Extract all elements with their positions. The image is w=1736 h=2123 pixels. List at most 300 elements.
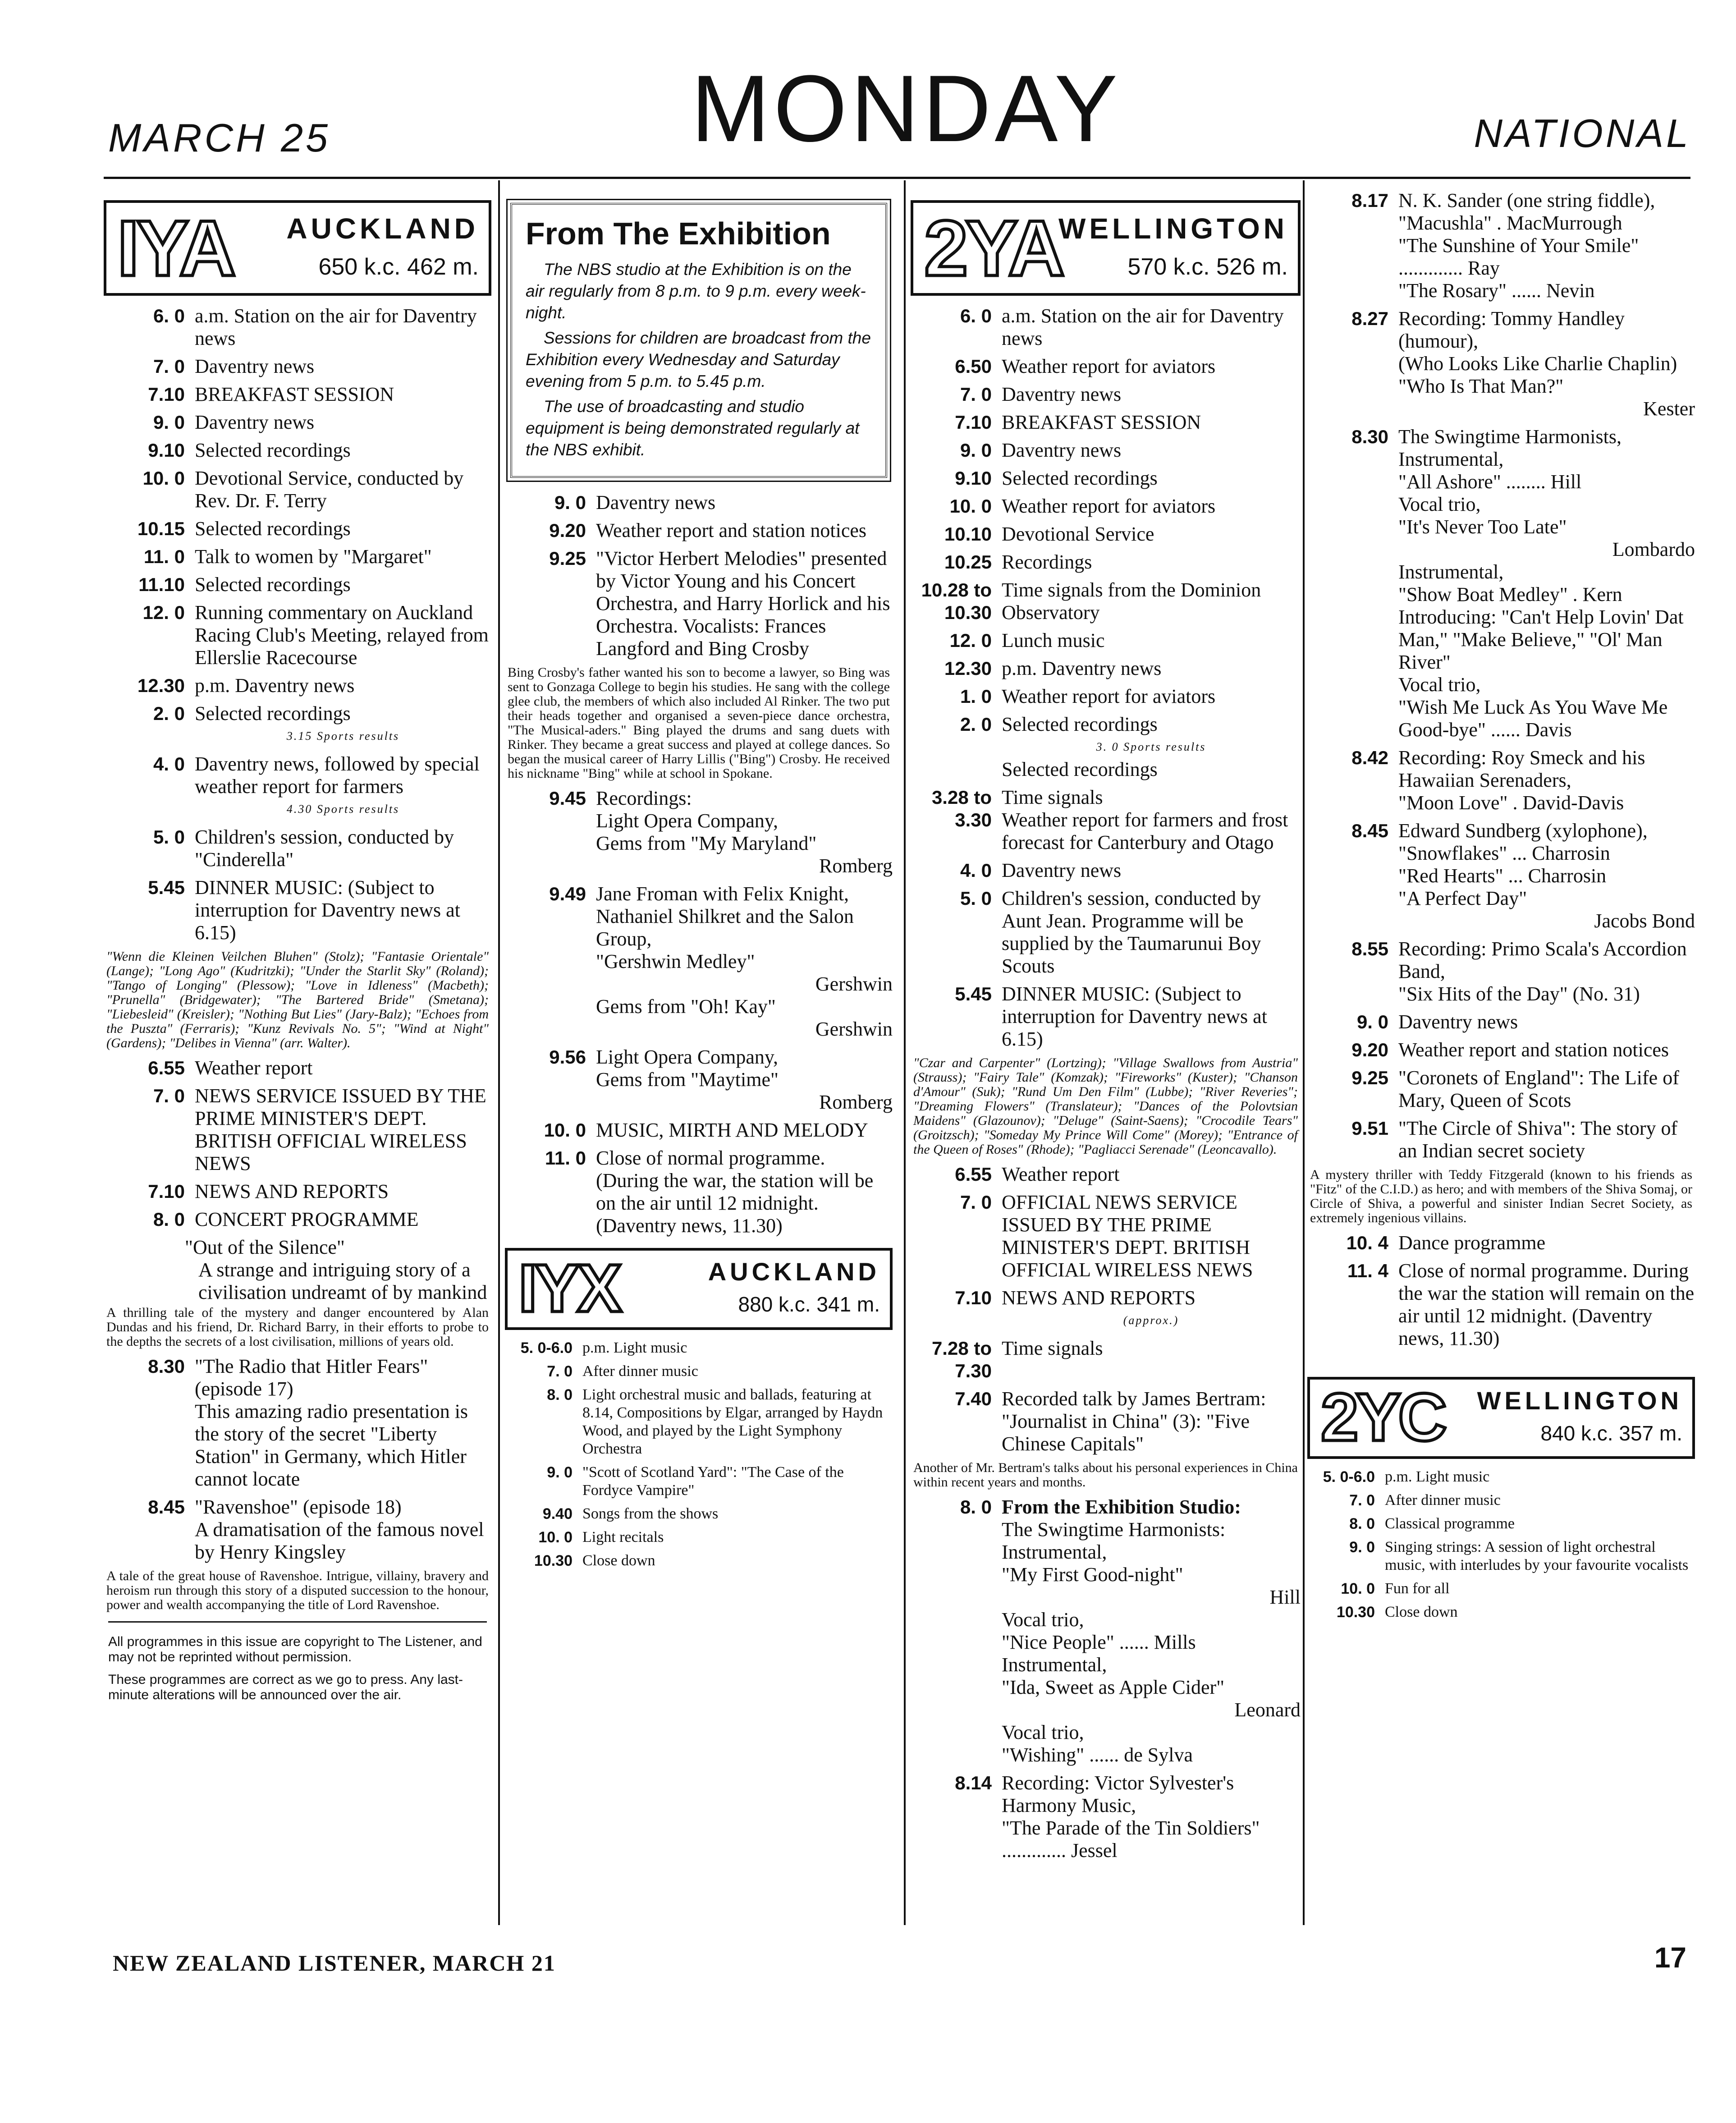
programme-row	[505, 1386, 893, 1458]
programme-line: Vocal trio,	[1398, 493, 1481, 515]
programme-row	[104, 1085, 491, 1175]
programme-detail	[1002, 551, 1301, 573]
programme-detail	[1398, 1232, 1695, 1254]
programme-time: 7. 0	[1349, 1492, 1375, 1509]
programme-time: 9. 0	[960, 440, 992, 461]
station-call: IYX	[518, 1250, 619, 1326]
concert-detail	[185, 1236, 491, 1304]
column-2ya	[911, 189, 1301, 1921]
programme-detail	[596, 1046, 893, 1114]
station-box-iyx	[505, 1248, 893, 1330]
programme-detail	[1398, 938, 1695, 1005]
programme-time: 9.40	[542, 1505, 573, 1522]
programme-time: 10.28 to 10.30	[921, 579, 992, 623]
programme-row	[104, 573, 491, 596]
programme-row	[911, 629, 1301, 652]
programme-time: 9.20	[549, 520, 586, 541]
programme-row	[1307, 426, 1695, 741]
programme-text: Recording: Primo Scala's Accordion Band,	[1398, 938, 1687, 982]
programme-desc: This amazing radio presentation is the story of the secret "Liberty Station" in Germany, which Hitler cannot locate	[195, 1400, 468, 1490]
programme-row	[911, 551, 1301, 573]
programme-row	[911, 713, 1301, 781]
programme-time: 8.27	[1351, 308, 1388, 329]
programme-time: 5. 0-6.0	[1323, 1468, 1375, 1486]
programme-detail	[195, 467, 491, 512]
programme-text: DINNER MUSIC: (Subject to interruption for Daventry news at 6.15)	[1002, 983, 1267, 1050]
programme-row	[1307, 747, 1695, 814]
programme-time: 10.10	[944, 523, 992, 545]
exhibition-para: The NBS studio at the Exhibition is on the air regularly from 8 p.m. to 9 p.m. every week-night.	[526, 260, 866, 322]
programme-text: Time signals	[1002, 1337, 1103, 1359]
programme-row	[104, 826, 491, 871]
programme-row	[104, 1057, 491, 1079]
programme-line: Light Opera Company,	[596, 810, 779, 832]
programme-time: 10. 0	[949, 495, 992, 517]
programme-detail	[1385, 1603, 1695, 1621]
programme-row	[1307, 1538, 1695, 1574]
2ya-exhibition-list	[911, 1496, 1301, 1766]
programme-detail	[1002, 305, 1301, 350]
programme-text: Recordings	[1002, 551, 1092, 573]
programme-time: 7. 0	[547, 1363, 573, 1380]
programme-detail	[596, 491, 893, 514]
programme-row	[911, 495, 1301, 518]
programme-detail	[195, 411, 491, 434]
programme-detail	[582, 1552, 893, 1570]
programme-time: 6.55	[148, 1057, 185, 1078]
programme-time: 9. 0	[153, 412, 185, 433]
programme-detail	[1002, 411, 1301, 434]
programme-detail	[596, 883, 893, 1041]
programme-text: Weather report for aviators	[1002, 355, 1216, 377]
station-freq: 880 k.c. 341 m.	[738, 1293, 880, 1316]
station-call: 2YC	[1321, 1379, 1444, 1455]
programme-text: "Scott of Scotland Yard": "The Case of the Fordyce Vampire"	[582, 1464, 844, 1499]
programme-line: The Swingtime Harmonists:	[1002, 1518, 1226, 1541]
col2-later-list	[505, 787, 893, 1237]
programme-detail	[195, 546, 491, 568]
concert-desc: A strange and intriguing story of a civilisation undreamt of by mankind	[198, 1259, 487, 1303]
programme-detail	[195, 753, 491, 821]
programme-composer: Hill	[1269, 1586, 1301, 1608]
programme-text: Jane Froman with Felix Knight, Nathaniel Shilkret and the Salon Group,	[596, 883, 854, 950]
programme-row	[1307, 1260, 1695, 1350]
programme-detail	[195, 601, 491, 669]
column-divider	[498, 180, 500, 1925]
programme-time: 8. 0	[547, 1386, 573, 1403]
programme-text: Daventry news	[596, 491, 716, 514]
station-box-iya	[104, 200, 491, 296]
exhibition-para: Sessions for children are broadcast from the Exhibition every Wednesday and Saturday evening from 5 p.m. to 5.45 p.m.	[526, 329, 871, 390]
programme-detail	[1398, 820, 1695, 932]
header-rule	[104, 177, 1690, 179]
programme-row	[505, 1046, 893, 1114]
dinner-music-note: "Wenn die Kleinen Veilchen Bluhen" (Stolz); "Fantasie Orientale" (Lange); "Long Ago" (Kudritzki); "Under the Starlit Sky" (Roland); "Tango of Longing" (Plessow); "Love in Idleness" (Macbeth); "Prunella" (Bridgewater); "The Bartered Bride" (Smetana); "Liebesleid" (Kreisler); "Nothing But Lies" (Jary-Balz); "Echoes from the Puszta" (Ferraris); "Kunz Revivals No. 5"; "Wind at Night" (Gardens); "Delibes in Vienna" (arr. Walter).	[106, 949, 489, 1050]
programme-time: 11.10	[138, 574, 185, 595]
programme-time: 7.10	[955, 1287, 992, 1308]
programme-line: "Six Hits of the Day" (No. 31)	[1398, 983, 1640, 1005]
programme-row	[505, 1147, 893, 1237]
programme-row	[104, 1496, 491, 1564]
programme-time: 8.55	[1351, 938, 1388, 959]
programme-text: Selected recordings	[195, 518, 351, 540]
programme-time: 7. 0	[960, 384, 992, 405]
programme-text: Light Opera Company,	[596, 1046, 779, 1068]
programme-text: Talk to women by "Margaret"	[195, 546, 432, 568]
programme-detail	[1002, 887, 1301, 977]
programme-time: 7. 0	[153, 356, 185, 377]
programme-row	[911, 383, 1301, 406]
programme-detail	[1398, 747, 1695, 814]
programme-row	[911, 685, 1301, 708]
programme-detail	[1002, 495, 1301, 518]
exhibition-para: The use of broadcasting and studio equipment is being demonstrated regularly at the NBS exhibit.	[526, 397, 860, 459]
programme-time: 7.10	[148, 1181, 185, 1202]
programme-text: Weather report for aviators	[1002, 685, 1216, 707]
programme-row	[104, 702, 491, 747]
programme-text: Weather report for aviators	[1002, 495, 1216, 517]
programme-row	[911, 439, 1301, 462]
programme-time: 12. 0	[142, 602, 185, 623]
programme-text: Devotional Service, conducted by Rev. Dr. F. Terry	[195, 467, 464, 512]
programme-time: 2. 0	[153, 703, 185, 724]
programme-detail	[195, 826, 491, 871]
programme-row	[911, 1496, 1301, 1766]
programme-detail	[1002, 355, 1301, 378]
programme-row	[104, 383, 491, 406]
header-network: NATIONAL	[1474, 111, 1691, 156]
programme-time: 9. 0	[1356, 1011, 1388, 1032]
programme-sub: 3. 0 Sports results	[1096, 740, 1206, 753]
ravenshoe-note: A tale of the great house of Ravenshoe. Intrigue, villainy, bravery and heroism run through this story of a disputed succession to the honour, power and wealth accompanying the title of Lord Ravenshoe.	[106, 1568, 489, 1612]
programme-row	[911, 1388, 1301, 1455]
programme-time: 12.30	[944, 658, 992, 679]
programme-text: Weather report	[195, 1057, 313, 1079]
programme-text: p.m. Light music	[1385, 1468, 1490, 1485]
programme-time: 8.42	[1351, 747, 1388, 768]
column-divider	[904, 180, 906, 1925]
programme-time: 5.45	[955, 983, 992, 1004]
column-iya	[104, 189, 491, 1921]
programme-time: 9. 0	[554, 492, 586, 513]
programme-detail	[582, 1505, 893, 1523]
programme-detail	[1002, 786, 1301, 854]
programme-text: The Swingtime Harmonists, Instrumental,	[1398, 426, 1621, 470]
programme-text: Weather report and station notices	[596, 519, 867, 541]
programme-composer: Gershwin	[815, 1018, 893, 1040]
programme-detail	[195, 1180, 491, 1203]
programme-text: Close down	[582, 1552, 655, 1569]
programme-text: NEWS SERVICE ISSUED BY THE PRIME MINISTER'S DEPT. BRITISH OFFICIAL WIRELESS NEWS	[195, 1085, 486, 1174]
column-four	[1307, 189, 1695, 1921]
programme-line: Gems from "Maytime"	[596, 1068, 779, 1091]
programme-time: 10. 0	[544, 1119, 586, 1141]
programme-detail	[195, 439, 491, 462]
programme-row	[104, 467, 491, 512]
programme-row	[505, 1119, 893, 1142]
programme-detail	[1398, 1011, 1695, 1033]
programme-row	[911, 411, 1301, 434]
programme-line: "Red Hearts" ... Charrosin	[1398, 865, 1607, 887]
programme-text: NEWS AND REPORTS	[195, 1180, 389, 1202]
programme-row	[911, 859, 1301, 882]
programme-time: 12.30	[137, 675, 185, 696]
programme-text: After dinner music	[1385, 1492, 1501, 1509]
programme-detail	[195, 355, 491, 378]
programme-row	[104, 546, 491, 568]
programme-detail	[1002, 1337, 1301, 1382]
programme-row	[505, 787, 893, 877]
station-city: WELLINGTON	[1477, 1386, 1682, 1415]
programme-line: "Wish Me Luck As You Wave Me Good-bye" ...... Davis	[1398, 696, 1668, 741]
programme-line: "Nice People" ...... Mills	[1002, 1631, 1196, 1653]
programme-text: Selected recordings	[195, 573, 351, 596]
programme-text: Recorded talk by James Bertram: "Journalist in China" (3): "Five Chinese Capitals"	[1002, 1388, 1266, 1455]
programme-detail	[1002, 1772, 1301, 1862]
programme-row	[911, 887, 1301, 977]
programme-row	[104, 439, 491, 462]
programme-row	[104, 753, 491, 821]
programme-detail	[1398, 1260, 1695, 1350]
programme-text: Classical programme	[1385, 1515, 1515, 1532]
programme-detail	[1002, 629, 1301, 652]
programme-time: 8.30	[148, 1356, 185, 1377]
programme-after: Weather report for farmers and frost forecast for Canterbury and Otago	[1002, 809, 1288, 853]
programme-time: 8.45	[1351, 820, 1388, 841]
programme-text: Daventry news	[1002, 439, 1122, 461]
iya-late-list	[104, 1355, 491, 1564]
programme-text: Songs from the shows	[582, 1505, 719, 1522]
programme-time: 11. 0	[143, 546, 185, 567]
programme-time: 6. 0	[153, 305, 185, 326]
station-city: WELLINGTON	[1058, 212, 1288, 245]
programme-text: Children's session, conducted by Aunt Jean. Programme will be supplied by the Taumarunui Boy Scouts	[1002, 887, 1261, 977]
programme-row	[911, 786, 1301, 854]
programme-line: Vocal trio,	[1398, 674, 1481, 696]
programme-row	[505, 883, 893, 1041]
programme-detail	[1385, 1491, 1695, 1509]
station-freq: 840 k.c. 357 m.	[1540, 1421, 1682, 1445]
programme-detail	[582, 1362, 893, 1380]
programme-time: 10.15	[137, 518, 185, 539]
programme-text: "The Circle of Shiva": The story of an Indian secret society	[1398, 1117, 1678, 1162]
programme-detail	[195, 383, 491, 406]
programme-line: "It's Never Too Late"	[1398, 516, 1567, 538]
programme-detail	[1002, 859, 1301, 882]
programme-time: 9.56	[549, 1046, 586, 1068]
programme-text: Children's session, conducted by "Cinderella"	[195, 826, 454, 871]
programme-text: p.m. Light music	[582, 1339, 687, 1356]
programme-line: Introducing: "Can't Help Lovin' Dat Man," "Make Believe," "Ol' Man River"	[1398, 606, 1684, 673]
programme-time: 9.49	[549, 883, 586, 904]
station-city: AUCKLAND	[708, 1257, 880, 1286]
programme-time: 8. 0	[1349, 1515, 1375, 1532]
programme-detail	[1002, 983, 1301, 1050]
programme-text: p.m. Daventry news	[1002, 657, 1162, 679]
programme-text: "Ravenshoe" (episode 18)	[195, 1496, 402, 1518]
programme-row	[505, 519, 893, 542]
programme-row	[104, 305, 491, 350]
programme-time: 2. 0	[960, 714, 992, 735]
2ya-programme-list	[911, 305, 1301, 1050]
header-date: MARCH 25	[108, 115, 330, 160]
programme-text: p.m. Daventry news	[195, 674, 355, 697]
programme-time: 5. 0	[153, 826, 185, 848]
programme-time: 9.45	[549, 788, 586, 809]
programme-composer: Leonard	[1234, 1699, 1301, 1721]
programme-detail	[1002, 713, 1301, 781]
programme-time: 8.30	[1351, 426, 1388, 447]
programme-detail	[1002, 1388, 1301, 1455]
programme-desc: A dramatisation of the famous novel by Henry Kingsley	[195, 1518, 484, 1563]
programme-text: Devotional Service	[1002, 523, 1154, 545]
copyright-notice: All programmes in this issue are copyright to The Listener, and may not be reprinted without permission.	[108, 1634, 482, 1664]
programme-row	[104, 1208, 491, 1231]
programme-detail	[195, 1085, 491, 1175]
programme-text: Light recitals	[582, 1529, 664, 1545]
programme-time: 4. 0	[153, 753, 185, 775]
programme-time: 7.40	[955, 1388, 992, 1409]
programme-line: "Who Is That Man?"	[1398, 375, 1564, 397]
programme-time: 7.10	[955, 412, 992, 433]
programme-text: Recording: Victor Sylvester's Harmony Music,	[1002, 1772, 1234, 1816]
programme-text: "Victor Herbert Melodies" presented by Victor Young and his Concert Orchestra, and Harry Horlick and his Orchestra. Vocalists: Frances Langford and Bing Crosby	[596, 547, 890, 660]
programme-time: 10.25	[944, 551, 992, 573]
programme-row	[911, 1191, 1301, 1281]
footnotes	[108, 1621, 487, 1703]
programme-time: 9. 0	[547, 1464, 573, 1481]
programme-text: Daventry news, followed by special weather report for farmers	[195, 753, 480, 798]
programme-detail	[596, 1147, 893, 1237]
programme-text: Selected recordings	[195, 702, 351, 724]
programme-line: "My First Good-night"	[1002, 1564, 1183, 1586]
programme-line: Instrumental,	[1002, 1541, 1107, 1563]
programme-detail	[195, 674, 491, 697]
programme-text: MUSIC, MIRTH AND MELODY	[596, 1119, 868, 1141]
programme-row	[1307, 938, 1695, 1005]
programme-text: Recording: Tommy Handley (humour),	[1398, 307, 1625, 352]
programme-row	[1307, 307, 1695, 420]
programme-time: 10. 0	[538, 1529, 573, 1546]
programme-time: 10.30	[534, 1552, 573, 1569]
programme-text: Lunch music	[1002, 629, 1105, 651]
programme-detail	[1398, 426, 1695, 741]
programme-line: "Macushla" . MacMurrough	[1398, 212, 1622, 234]
programme-after: Selected recordings	[1002, 758, 1158, 780]
programme-detail	[1398, 189, 1695, 302]
programme-row	[505, 1528, 893, 1546]
programme-text: a.m. Station on the air for Daventry news	[1002, 305, 1284, 349]
programme-row	[104, 1180, 491, 1203]
programme-detail	[1002, 579, 1301, 624]
programme-text: a.m. Station on the air for Daventry news	[195, 305, 477, 349]
programme-text: Daventry news	[195, 411, 315, 433]
programme-composer: Jacobs Bond	[1594, 910, 1695, 932]
col4-programme-list	[1307, 189, 1695, 1162]
programme-row	[911, 1163, 1301, 1186]
programme-detail	[1385, 1580, 1695, 1598]
programme-line: Gems from "My Maryland"	[596, 832, 817, 854]
programme-detail	[195, 876, 491, 944]
programme-row	[911, 1287, 1301, 1332]
programme-row	[1307, 1603, 1695, 1621]
page-number: 17	[1654, 1941, 1686, 1974]
exhibition-title: From The Exhibition	[526, 216, 831, 251]
programme-line: "Show Boat Medley" . Kern	[1398, 583, 1622, 605]
programme-row	[911, 467, 1301, 490]
programme-text: Recordings:	[596, 787, 692, 809]
programme-text: Selected recordings	[1002, 713, 1158, 735]
programme-time: 5. 0-6.0	[520, 1339, 573, 1357]
programme-row	[505, 1463, 893, 1499]
station-call: IYA	[117, 205, 234, 293]
programme-text: Time signals	[1002, 786, 1103, 808]
programme-line: "The Sunshine of Your Smile" ............. Ray	[1398, 234, 1639, 279]
programme-time: 7.10	[148, 384, 185, 405]
programme-text: Recording: Roy Smeck and his Hawaiian Serenaders,	[1398, 747, 1645, 791]
programme-detail	[1002, 1287, 1301, 1332]
programme-line: "Ida, Sweet as Apple Cider"	[1002, 1676, 1225, 1698]
exhibition-body	[526, 259, 872, 461]
station-freq: 570 k.c. 526 m.	[1127, 254, 1288, 280]
programme-time: 7. 0	[153, 1085, 185, 1106]
programme-row	[1307, 189, 1695, 302]
programme-detail	[1002, 1163, 1301, 1186]
programme-composer: Romberg	[819, 855, 893, 877]
programme-text: CONCERT PROGRAMME	[195, 1208, 419, 1230]
programme-sub: 4.30 Sports results	[286, 802, 400, 816]
programme-text: Daventry news	[1002, 859, 1122, 881]
programme-text: NEWS AND REPORTS	[1002, 1287, 1196, 1309]
programme-detail	[195, 1208, 491, 1231]
col2-programme-list	[505, 491, 893, 660]
programme-text: DINNER MUSIC: (Subject to interruption for Daventry news at 6.15)	[195, 876, 460, 944]
programme-text: Daventry news	[195, 355, 315, 377]
programme-row	[1307, 1491, 1695, 1509]
programme-row	[104, 674, 491, 697]
programme-detail	[1398, 1067, 1695, 1112]
programme-row	[911, 523, 1301, 546]
programme-time: 9.25	[1351, 1067, 1388, 1088]
2ya-814-list	[911, 1772, 1301, 1862]
correction-notice: These programmes are correct as we go to press. Any last-minute alterations will be announced over the air.	[108, 1672, 463, 1702]
programme-text: Running commentary on Auckland Racing Club's Meeting, relayed from Ellerslie Racecourse	[195, 601, 489, 669]
programme-row	[1307, 1039, 1695, 1061]
programme-row	[104, 601, 491, 669]
programme-row	[104, 1355, 491, 1490]
programme-time: 11. 4	[1347, 1260, 1388, 1281]
programme-text: Singing strings: A session of light orchestral music, with interludes by your favourite vocalists	[1385, 1539, 1689, 1573]
programme-detail	[1002, 523, 1301, 546]
programme-text: OFFICIAL NEWS SERVICE ISSUED BY THE PRIME MINISTER'S DEPT. BRITISH OFFICIAL WIRELESS NEWS	[1002, 1191, 1253, 1281]
programme-text: BREAKFAST SESSION	[195, 383, 394, 405]
programme-text: Edward Sundberg (xylophone),	[1398, 820, 1648, 842]
programme-time: 4. 0	[960, 860, 992, 881]
concert-note: A thrilling tale of the mystery and danger encountered by Alan Dundas and his friend, Dr. Richard Barry, in their efforts to probe to the depths the secrets of a lost civilisation, millions of years old.	[106, 1305, 489, 1349]
programme-line: "Moon Love" . David-Davis	[1398, 792, 1624, 814]
programme-time: 9.10	[955, 468, 992, 489]
programme-time: 10. 4	[1346, 1232, 1388, 1253]
programme-text: N. K. Sander (one string fiddle),	[1398, 189, 1655, 211]
station-box-2ya	[911, 200, 1301, 296]
programme-detail	[1002, 383, 1301, 406]
iyx-programme-list	[505, 1339, 893, 1570]
programme-row	[911, 579, 1301, 624]
programme-row	[1307, 1232, 1695, 1254]
programme-time: 8. 0	[153, 1209, 185, 1230]
programme-text: From the Exhibition Studio:	[1002, 1496, 1241, 1518]
programme-after: (Who Looks Like Charlie Chaplin)	[1398, 353, 1677, 375]
